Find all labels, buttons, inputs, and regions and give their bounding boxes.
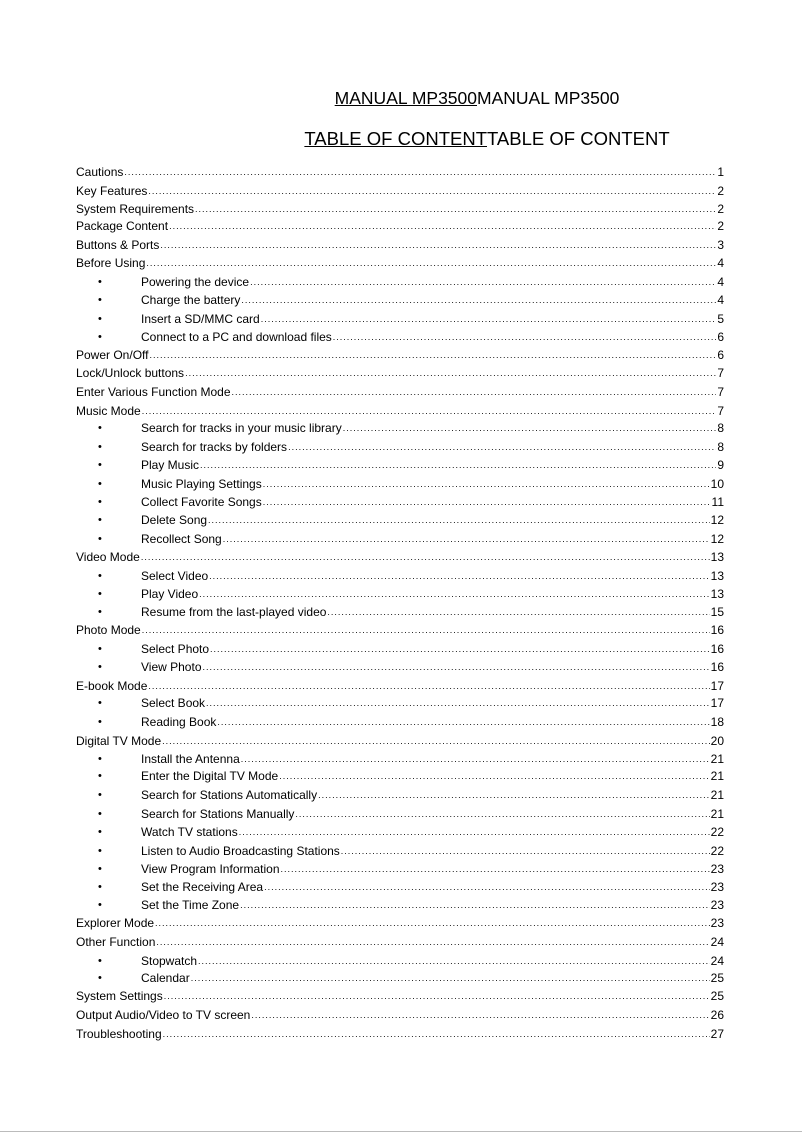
dot-leader <box>217 715 709 729</box>
toc-entry-label: Enter the Digital TV Mode <box>141 769 279 783</box>
toc-entry-page-number: 4 <box>717 293 724 307</box>
toc-entry-label: Charge the battery <box>141 293 241 307</box>
toc-entry-label: Explorer Mode <box>76 916 155 930</box>
toc-entry-page-number: 23 <box>710 916 724 930</box>
bullet-icon: • <box>98 422 102 434</box>
toc-entry-page-number: 16 <box>710 623 724 637</box>
toc-entry-page-number: 25 <box>710 989 724 1003</box>
toc-entry-label: Before Using <box>76 256 146 270</box>
bullet-icon: • <box>98 753 102 765</box>
toc-entry-page-number: 22 <box>710 844 724 858</box>
toc-entry-label: Stopwatch <box>141 954 198 968</box>
toc-entry-label: Resume from the last-played video <box>141 605 327 619</box>
page-title-underlined: MANUAL MP3500 <box>334 88 477 108</box>
toc-entry-page-number: 3 <box>717 238 724 252</box>
toc-entry-label: Set the Receiving Area <box>141 880 264 894</box>
toc-entry-page-number: 15 <box>710 605 724 619</box>
dot-leader <box>146 256 716 270</box>
toc-entry-page-number: 12 <box>710 513 724 527</box>
toc-entry-page-number: 23 <box>710 898 724 912</box>
dot-leader <box>148 184 716 198</box>
toc-entry-label: Troubleshooting <box>76 1027 162 1041</box>
dot-leader <box>163 1027 710 1041</box>
toc-entry-label: View Program Information <box>141 862 280 876</box>
toc-entry-label: Install the Antenna <box>141 752 240 766</box>
bullet-icon: • <box>98 606 102 618</box>
toc-subentry[interactable] <box>76 475 724 491</box>
toc-entry-page-number: 6 <box>717 348 724 362</box>
dot-leader <box>251 1008 709 1022</box>
dot-leader <box>232 385 717 399</box>
bullet-icon: • <box>98 881 102 893</box>
dot-leader <box>295 807 709 821</box>
dot-leader <box>142 404 717 418</box>
bullet-icon: • <box>98 459 102 471</box>
toc-entry[interactable] <box>76 914 724 930</box>
toc-entry-label: Select Photo <box>141 642 210 656</box>
bullet-icon: • <box>98 588 102 600</box>
dot-leader <box>200 458 716 472</box>
toc-subentry[interactable] <box>76 952 724 968</box>
toc-entry-label: Music Playing Settings <box>141 477 262 491</box>
toc-entry[interactable] <box>76 254 724 270</box>
dot-leader <box>263 477 710 491</box>
toc-subentry[interactable] <box>76 291 724 307</box>
bullet-icon: • <box>98 643 102 655</box>
toc-subentry[interactable] <box>76 456 724 472</box>
toc-entry[interactable] <box>76 346 724 362</box>
bullet-icon: • <box>98 570 102 582</box>
toc-entry-label: Output Audio/Video to TV screen <box>76 1008 251 1022</box>
toc-entry-label: Reading Book <box>141 715 217 729</box>
bullet-icon: • <box>98 863 102 875</box>
bullet-icon: • <box>98 496 102 508</box>
toc-subentry[interactable] <box>76 585 724 601</box>
toc-entry[interactable] <box>76 402 724 418</box>
dot-leader <box>155 916 710 930</box>
toc-subentry[interactable] <box>76 419 724 435</box>
toc-subentry[interactable] <box>76 658 724 674</box>
dot-leader <box>343 421 717 435</box>
toc-entry-label: Other Function <box>76 935 156 949</box>
toc-entry-label: Listen to Audio Broadcasting Stations <box>141 844 340 858</box>
toc-entry-page-number: 16 <box>710 660 724 674</box>
toc-entry-page-number: 20 <box>710 734 724 748</box>
toc-entry-label: Select Video <box>141 569 209 583</box>
dot-leader <box>239 825 710 839</box>
dot-leader <box>210 642 710 656</box>
dot-leader <box>264 880 710 894</box>
toc-entry[interactable] <box>76 217 724 233</box>
toc-entry-label: E-book Mode <box>76 679 148 693</box>
dot-leader <box>279 769 709 783</box>
toc-entry[interactable] <box>76 1006 724 1022</box>
dot-leader <box>149 348 716 362</box>
toc-entry[interactable] <box>76 364 724 380</box>
dot-leader <box>164 989 710 1003</box>
toc-entry[interactable] <box>76 200 724 216</box>
toc-entry-page-number: 11 <box>711 495 724 509</box>
toc-entry-label: Buttons & Ports <box>76 238 160 252</box>
toc-subentry[interactable] <box>76 969 724 985</box>
toc-entry-page-number: 24 <box>710 935 724 949</box>
toc-subentry[interactable] <box>76 860 724 876</box>
toc-entry-label: Key Features <box>76 184 148 198</box>
toc-entry[interactable] <box>76 182 724 198</box>
toc-entry-page-number: 12 <box>710 532 724 546</box>
bullet-icon: • <box>98 294 102 306</box>
toc-entry-page-number: 22 <box>710 825 724 839</box>
toc-entry-label: Recollect Song <box>141 532 222 546</box>
dot-leader <box>191 971 710 985</box>
toc-subentry[interactable] <box>76 493 724 509</box>
toc-entry-label: Search for tracks in your music library <box>141 421 342 435</box>
toc-entry[interactable] <box>76 383 724 399</box>
bullet-icon: • <box>98 955 102 967</box>
toc-heading-underlined: TABLE OF CONTENT <box>304 128 487 149</box>
toc-entry-page-number: 17 <box>710 696 724 710</box>
toc-subentry[interactable] <box>76 530 724 546</box>
toc-subentry[interactable] <box>76 878 724 894</box>
dot-leader <box>185 366 716 380</box>
toc-subentry[interactable] <box>76 603 724 619</box>
toc-subentry[interactable] <box>76 896 724 912</box>
bullet-icon: • <box>98 716 102 728</box>
dot-leader <box>281 862 710 876</box>
toc-entry-page-number: 2 <box>717 219 724 233</box>
toc-subentry[interactable] <box>76 805 724 821</box>
toc-entry-page-number: 13 <box>710 569 724 583</box>
toc-subentry[interactable] <box>76 438 724 454</box>
dot-leader <box>208 513 710 527</box>
toc-entry[interactable] <box>76 987 724 1003</box>
toc-entry-page-number: 21 <box>710 807 724 821</box>
dot-leader <box>333 330 717 344</box>
toc-entry-label: Insert a SD/MMC card <box>141 312 260 326</box>
toc-entry-label: Search for Stations Automatically <box>141 788 318 802</box>
toc-entry-page-number: 7 <box>717 366 724 380</box>
toc-entry-label: Watch TV stations <box>141 825 238 839</box>
dot-leader <box>195 202 716 216</box>
bullet-icon: • <box>98 808 102 820</box>
toc-subentry[interactable] <box>76 842 724 858</box>
bullet-icon: • <box>98 276 102 288</box>
bullet-icon: • <box>98 313 102 325</box>
dot-leader <box>141 550 710 564</box>
bullet-icon: • <box>98 770 102 782</box>
toc-subentry[interactable] <box>76 511 724 527</box>
toc-entry-page-number: 4 <box>717 256 724 270</box>
page-bottom-border <box>0 1131 802 1132</box>
toc-entry-label: Cautions <box>76 165 124 179</box>
dot-leader <box>241 752 710 766</box>
toc-entry-page-number: 26 <box>710 1008 724 1022</box>
dot-leader <box>263 495 711 509</box>
bullet-icon: • <box>98 826 102 838</box>
bullet-icon: • <box>98 972 102 984</box>
toc-entry-label: Search for tracks by folders <box>141 440 288 454</box>
toc-entry-page-number: 2 <box>717 184 724 198</box>
toc-entry-label: Select Book <box>141 696 206 710</box>
toc-subentry[interactable] <box>76 713 724 729</box>
toc-entry-label: Music Mode <box>76 404 141 418</box>
toc-subentry[interactable] <box>76 786 724 802</box>
toc-entry[interactable] <box>76 933 724 949</box>
toc-entry[interactable] <box>76 677 724 693</box>
toc-entry-page-number: 9 <box>717 458 724 472</box>
toc-entry-page-number: 7 <box>717 404 724 418</box>
toc-subentry[interactable] <box>76 767 724 783</box>
toc-entry[interactable] <box>76 548 724 564</box>
toc-heading <box>86 128 802 150</box>
toc-entry-page-number: 27 <box>710 1027 724 1041</box>
toc-entry-page-number: 7 <box>717 385 724 399</box>
dot-leader <box>198 954 710 968</box>
dot-leader <box>241 293 716 307</box>
dot-leader <box>203 660 710 674</box>
toc-entry-page-number: 8 <box>717 421 724 435</box>
toc-entry[interactable] <box>76 236 724 252</box>
toc-entry-label: Power On/Off <box>76 348 149 362</box>
toc-entry-label: Video Mode <box>76 550 140 564</box>
dot-leader <box>206 696 710 710</box>
toc-entry-label: Digital TV Mode <box>76 734 162 748</box>
toc-entry-page-number: 18 <box>710 715 724 729</box>
dot-leader <box>261 312 717 326</box>
toc-heading-plain: TABLE OF CONTENT <box>487 128 670 149</box>
toc-entry-label: Photo Mode <box>76 623 141 637</box>
page-title-plain: MANUAL MP3500 <box>477 88 620 108</box>
toc-entry-page-number: 4 <box>717 275 724 289</box>
toc-entry-label: Package Content <box>76 219 169 233</box>
dot-leader <box>288 440 716 454</box>
toc-entry-page-number: 10 <box>710 477 724 491</box>
toc-entry-label: Powering the device <box>141 275 250 289</box>
toc-entry-label: Connect to a PC and download files <box>141 330 332 344</box>
bullet-icon: • <box>98 533 102 545</box>
toc-entry-page-number: 21 <box>710 788 724 802</box>
toc-entry-page-number: 16 <box>710 642 724 656</box>
dot-leader <box>327 605 709 619</box>
dot-leader <box>240 898 710 912</box>
page-title <box>76 88 802 109</box>
toc-entry-label: Collect Favorite Songs <box>141 495 262 509</box>
toc-entry-page-number: 25 <box>710 971 724 985</box>
toc-entry-label: Play Music <box>141 458 200 472</box>
toc-entry-page-number: 13 <box>710 587 724 601</box>
toc-entry-label: View Photo <box>141 660 202 674</box>
bullet-icon: • <box>98 845 102 857</box>
toc-entry[interactable] <box>76 163 724 179</box>
toc-entry-label: Delete Song <box>141 513 208 527</box>
dot-leader <box>250 275 716 289</box>
toc-entry[interactable] <box>76 732 724 748</box>
dot-leader <box>223 532 710 546</box>
dot-leader <box>124 165 716 179</box>
bullet-icon: • <box>98 661 102 673</box>
toc-subentry[interactable] <box>76 328 724 344</box>
toc-entry-page-number: 13 <box>710 550 724 564</box>
toc-entry-page-number: 2 <box>717 202 724 216</box>
toc-subentry[interactable] <box>76 567 724 583</box>
toc-subentry[interactable] <box>76 750 724 766</box>
toc-entry-label: Lock/Unlock buttons <box>76 366 185 380</box>
dot-leader <box>156 935 709 949</box>
toc-entry-label: Play Video <box>141 587 199 601</box>
toc-entry-label: System Settings <box>76 989 163 1003</box>
toc-entry-label: System Requirements <box>76 202 195 216</box>
bullet-icon: • <box>98 697 102 709</box>
toc-entry-label: Search for Stations Manually <box>141 807 295 821</box>
bullet-icon: • <box>98 789 102 801</box>
dot-leader <box>209 569 709 583</box>
toc-entry-label: Enter Various Function Mode <box>76 385 231 399</box>
bullet-icon: • <box>98 478 102 490</box>
bullet-icon: • <box>98 331 102 343</box>
dot-leader <box>142 623 710 637</box>
bullet-icon: • <box>98 514 102 526</box>
toc-subentry[interactable] <box>76 310 724 326</box>
toc-subentry[interactable] <box>76 823 724 839</box>
toc-entry-page-number: 6 <box>717 330 724 344</box>
toc-subentry[interactable] <box>76 273 724 289</box>
dot-leader <box>162 734 709 748</box>
bullet-icon: • <box>98 441 102 453</box>
dot-leader <box>199 587 709 601</box>
bullet-icon: • <box>98 899 102 911</box>
toc-subentry[interactable] <box>76 694 724 710</box>
toc-entry[interactable] <box>76 621 724 637</box>
toc-entry-label: Calendar <box>141 971 190 985</box>
toc-entry[interactable] <box>76 1025 724 1041</box>
dot-leader <box>148 679 709 693</box>
toc-entry-page-number: 1 <box>717 165 724 179</box>
toc-entry-page-number: 23 <box>710 862 724 876</box>
toc-entry-page-number: 23 <box>710 880 724 894</box>
toc-entry-page-number: 8 <box>717 440 724 454</box>
dot-leader <box>318 788 710 802</box>
dot-leader <box>341 844 710 858</box>
dot-leader <box>160 238 716 252</box>
toc-entry-page-number: 21 <box>710 769 724 783</box>
toc-entry-label: Set the Time Zone <box>141 898 240 912</box>
toc-entry-page-number: 24 <box>710 954 724 968</box>
toc-entry-page-number: 21 <box>710 752 724 766</box>
toc-subentry[interactable] <box>76 640 724 656</box>
toc-entry-page-number: 5 <box>717 312 724 326</box>
toc-entry-page-number: 17 <box>710 679 724 693</box>
dot-leader <box>169 219 716 233</box>
